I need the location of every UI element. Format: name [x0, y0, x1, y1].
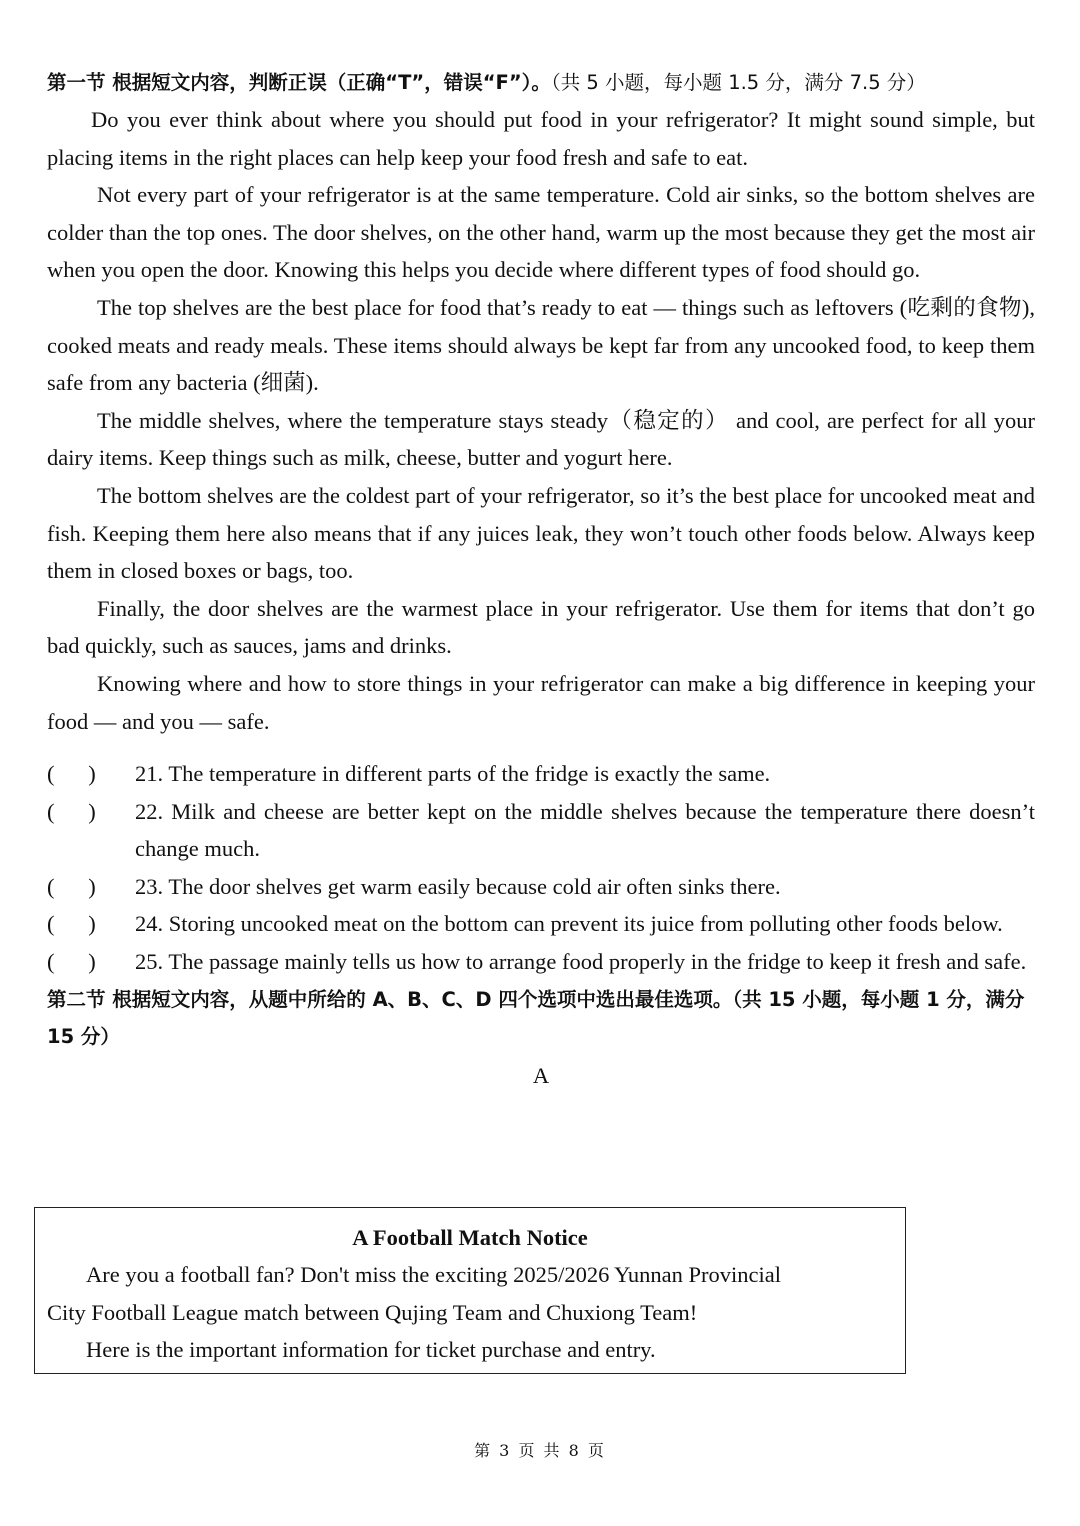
notice-line: Here is the important information for ticket purchase and entry.: [86, 1337, 656, 1362]
notice-title: A Football Match Notice: [352, 1225, 588, 1250]
passage-paragraph: The top shelves are the best place for food that’s ready to eat — things such as leftovers (吃剩的食物), cooked meats and ready meals. These items should always be kept far from any uncooked food, to keep them safe from any bacteria (细菌).: [47, 294, 1035, 396]
answer-blank[interactable]: ( ): [47, 798, 96, 824]
passage-paragraph: Finally, the door shelves are the warmest place in your refrigerator. Use them for items that don’t go bad quickly, such as sauces, jams and drinks.: [47, 595, 1035, 659]
page-footer: 第 3 页 共 8 页: [474, 1441, 606, 1460]
passage-paragraph: Knowing where and how to store things in your refrigerator can make a big difference in keeping your food — and you — safe.: [47, 670, 1035, 734]
passage-paragraph: Not every part of your refrigerator is at the same temperature. Cold air sinks, so the bottom shelves are colder than the top ones. The door shelves, on the other hand, warm up the most because they get the most air when you open the door. Knowing this helps you decide where different types of food should go.: [47, 182, 1035, 283]
question-item: [47, 868, 1035, 906]
passage-paragraph: Do you ever think about where you should put food in your refrigerator? It might sound simple, but placing items in the right places can help keep your food fresh and safe to eat.: [47, 107, 1035, 170]
answer-blank[interactable]: ( ): [47, 911, 96, 937]
section1-heading-plain: （共 5 小题，每小题 1.5 分，满分 7.5 分）: [550, 71, 926, 94]
passage-paragraph: The middle shelves, where the temperature stays steady（稳定的） and cool, are perfect for all your dairy items. Keep things such as milk, cheese, butter and yogurt here.: [47, 407, 1035, 471]
section2-heading: 第二节 根据短文内容，从题中所给的 A、B、C、D 四个选项中选出最佳选项。（共 15 小题，每小题 1 分，满分 15 分）: [47, 987, 1025, 1048]
question-item: [47, 905, 1035, 943]
question-item: [47, 755, 1035, 793]
passage-paragraph: The bottom shelves are the coldest part of your refrigerator, so it’s the best place for uncooked meat and fish. Keeping them here also means that if any juices leak, they won’t touch other foods below. Always keep them in closed boxes or bags, too.: [47, 482, 1035, 584]
question-item: [47, 943, 1035, 981]
question-text: 21. The temperature in different parts of the fridge is exactly the same.: [135, 761, 771, 787]
question-text: 23. The door shelves get warm easily because cold air often sinks there.: [135, 873, 781, 899]
notice-line: Are you a football fan? Don't miss the exciting 2025/2026 Yunnan Provincial: [86, 1262, 781, 1287]
passage-letter: A: [532, 1062, 550, 1088]
answer-blank[interactable]: ( ): [47, 873, 96, 899]
page-content: [47, 64, 1035, 1094]
question-text: 24. Storing uncooked meat on the bottom can prevent its juice from polluting other foods below.: [135, 911, 1003, 937]
question-text: 22. Milk and cheese are better kept on the middle shelves because the temperature there doesn’t change much.: [135, 798, 1035, 862]
answer-blank[interactable]: ( ): [47, 761, 96, 787]
question-item: [47, 793, 1035, 868]
notice-box: [34, 1207, 906, 1374]
section1-heading-bold: 第一节 根据短文内容，判断正误（正确“T”，错误“F”）。: [47, 71, 551, 94]
notice-line: City Football League match between Qujing Team and Chuxiong Team!: [47, 1299, 698, 1325]
question-text: 25. The passage mainly tells us how to arrange food properly in the fridge to keep it fresh and safe.: [135, 949, 1027, 975]
section1-heading: [47, 64, 1035, 101]
question-list: [47, 755, 1035, 981]
answer-blank[interactable]: ( ): [47, 949, 96, 975]
